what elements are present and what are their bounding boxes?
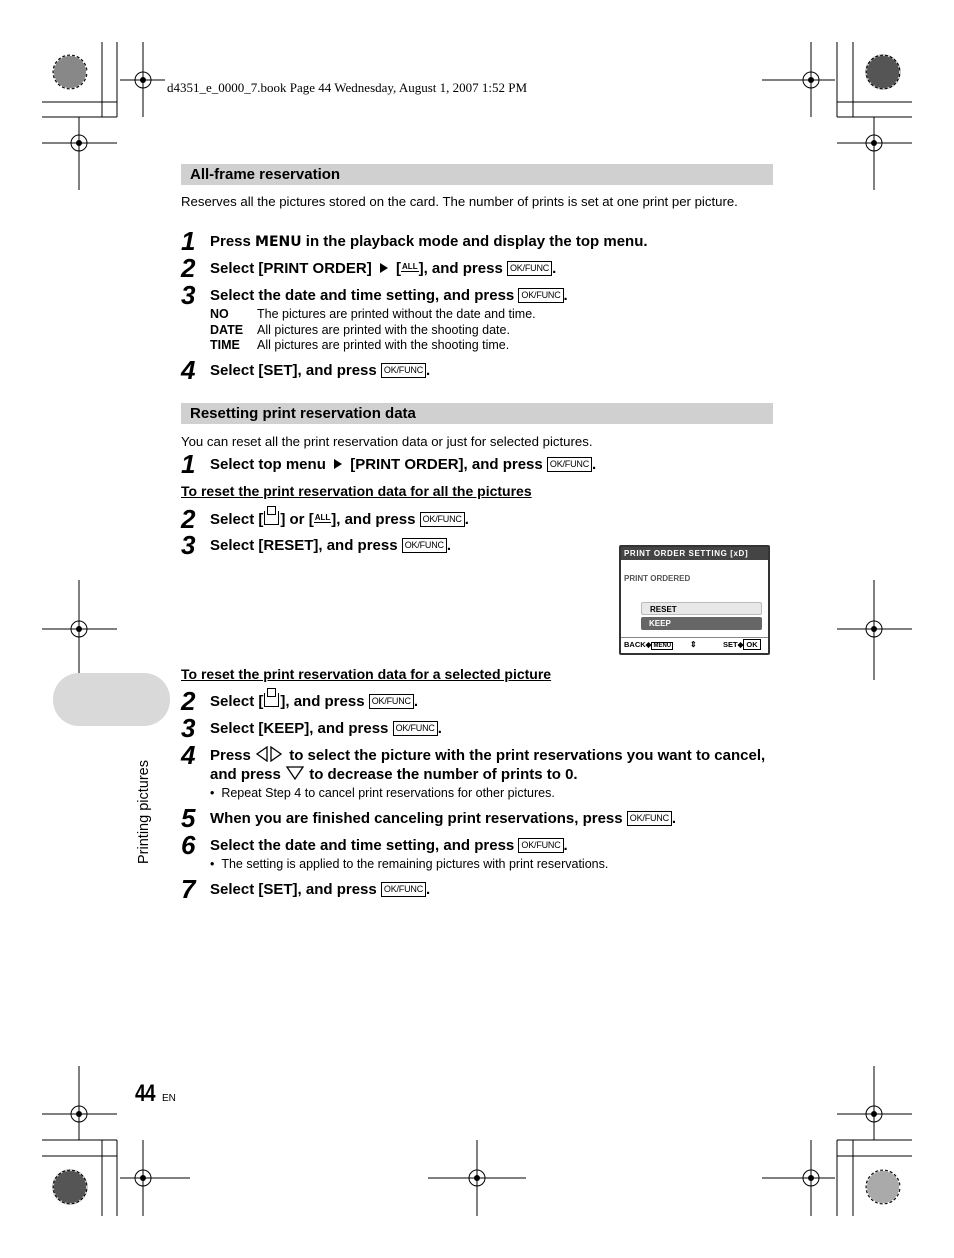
section-intro: You can reset all the print reservation data or just for selected pictures. — [181, 434, 593, 449]
menu-button-label: MENU — [255, 234, 302, 250]
lcd-option-keep: KEEP — [641, 617, 762, 630]
chapter-label: Printing pictures — [136, 760, 152, 864]
option-key: DATE — [210, 323, 244, 337]
subheading-reset-selected: To reset the print reservation data for a selected picture — [181, 666, 552, 682]
print-all-icon: ALL — [314, 513, 331, 522]
step-text: Select the date and time setting, and press OK/FUNC . — [210, 837, 568, 854]
ok-func-button-icon: OK/FUNC — [507, 261, 552, 276]
step-number: 2 — [181, 253, 196, 283]
camera-lcd-screen — [619, 545, 770, 655]
lcd-option-reset: RESET — [641, 602, 762, 615]
step-number: 1 — [181, 449, 196, 479]
book-header: d4351_e_0000_7.book Page 44 Wednesday, August 1, 2007 1:52 PM — [167, 80, 528, 95]
step-number: 1 — [181, 226, 196, 256]
step-text: Select top menu [PRINT ORDER], and press OK/FUNC . — [210, 456, 597, 473]
option-desc: All pictures are printed with the shooting date. — [257, 323, 510, 337]
bullet-note: • Repeat Step 4 to cancel print reservations for other pictures. — [210, 786, 555, 800]
section-title: Resetting print reservation data — [190, 405, 416, 422]
step-number: 3 — [181, 530, 196, 560]
step-text: Select [PRINT ORDER] [ALL], and press OK/FUNC . — [210, 260, 557, 277]
step-text: Select [RESET], and press OK/FUNC . — [210, 537, 452, 554]
option-desc: All pictures are printed with the shooting time. — [257, 338, 510, 352]
section-heading-all-frame — [181, 164, 773, 185]
ok-func-button-icon: OK/FUNC — [627, 811, 672, 826]
ok-func-button-icon: OK/FUNC — [420, 512, 465, 527]
ok-func-button-icon: OK/FUNC — [381, 363, 426, 378]
step-text: Press to select the picture with the print reservations you want to cancel, and press to decrease the number of prints to 0. — [210, 747, 766, 783]
print-icon — [264, 511, 279, 525]
arrow-right-icon — [380, 263, 388, 273]
print-all-icon: ALL — [402, 262, 418, 271]
arrow-right-icon — [334, 459, 342, 469]
section-title: All-frame reservation — [190, 166, 341, 183]
bullet-note: • The setting is applied to the remaining pictures with print reservations. — [210, 857, 609, 871]
step-number: 4 — [181, 355, 196, 385]
step-number: 4 — [181, 740, 196, 770]
section-heading-resetting — [181, 403, 773, 424]
ok-func-button-icon: OK/FUNC — [518, 288, 563, 303]
step-number: 3 — [181, 713, 196, 743]
ok-func-button-icon: OK/FUNC — [369, 694, 414, 709]
down-arrow-icon — [285, 765, 305, 781]
step-number: 2 — [181, 686, 196, 716]
step-number: 2 — [181, 504, 196, 534]
step-number: 7 — [181, 874, 196, 904]
step-text: Select [KEEP], and press OK/FUNC . — [210, 720, 442, 737]
step-text: Press MENU in the playback mode and display the top menu. — [210, 233, 648, 250]
step-text: Select [SET], and press OK/FUNC . — [210, 362, 431, 379]
page-number: 44 — [135, 1080, 155, 1107]
ok-func-button-icon: OK/FUNC — [393, 721, 438, 736]
print-icon — [264, 693, 279, 707]
section-intro: Reserves all the pictures stored on the card. The number of prints is set at one print per picture. — [181, 194, 738, 209]
step-number: 6 — [181, 830, 196, 860]
left-right-arrow-icon — [255, 746, 285, 762]
lcd-bottom-bar: BACK◆ MENU ⇕ SET◆ OK — [621, 637, 768, 652]
option-desc: The pictures are printed without the date and time. — [257, 307, 536, 321]
step-text: Select [SET], and press OK/FUNC . — [210, 881, 431, 898]
ok-func-button-icon: OK/FUNC — [381, 882, 426, 897]
step-number: 3 — [181, 280, 196, 310]
option-key: NO — [210, 307, 229, 321]
option-key: TIME — [210, 338, 240, 352]
chapter-tab — [53, 673, 170, 726]
subheading-reset-all: To reset the print reservation data for all the pictures — [181, 483, 532, 499]
lcd-subtitle: PRINT ORDERED — [624, 574, 691, 583]
ok-func-button-icon: OK/FUNC — [547, 457, 592, 472]
lcd-title: PRINT ORDER SETTING [xD] — [621, 547, 768, 560]
updown-icon: ⇕ — [690, 640, 697, 649]
step-text: Select [ ], and press OK/FUNC . — [210, 693, 418, 710]
step-text: When you are finished canceling print reservations, press OK/FUNC . — [210, 810, 677, 827]
step-number: 5 — [181, 803, 196, 833]
step-text: Select [ ] or [ALL], and press OK/FUNC . — [210, 511, 469, 528]
step-text: Select the date and time setting, and press OK/FUNC . — [210, 287, 568, 304]
ok-func-button-icon: OK/FUNC — [402, 538, 447, 553]
page-language: EN — [162, 1093, 176, 1104]
ok-func-button-icon: OK/FUNC — [518, 838, 563, 853]
